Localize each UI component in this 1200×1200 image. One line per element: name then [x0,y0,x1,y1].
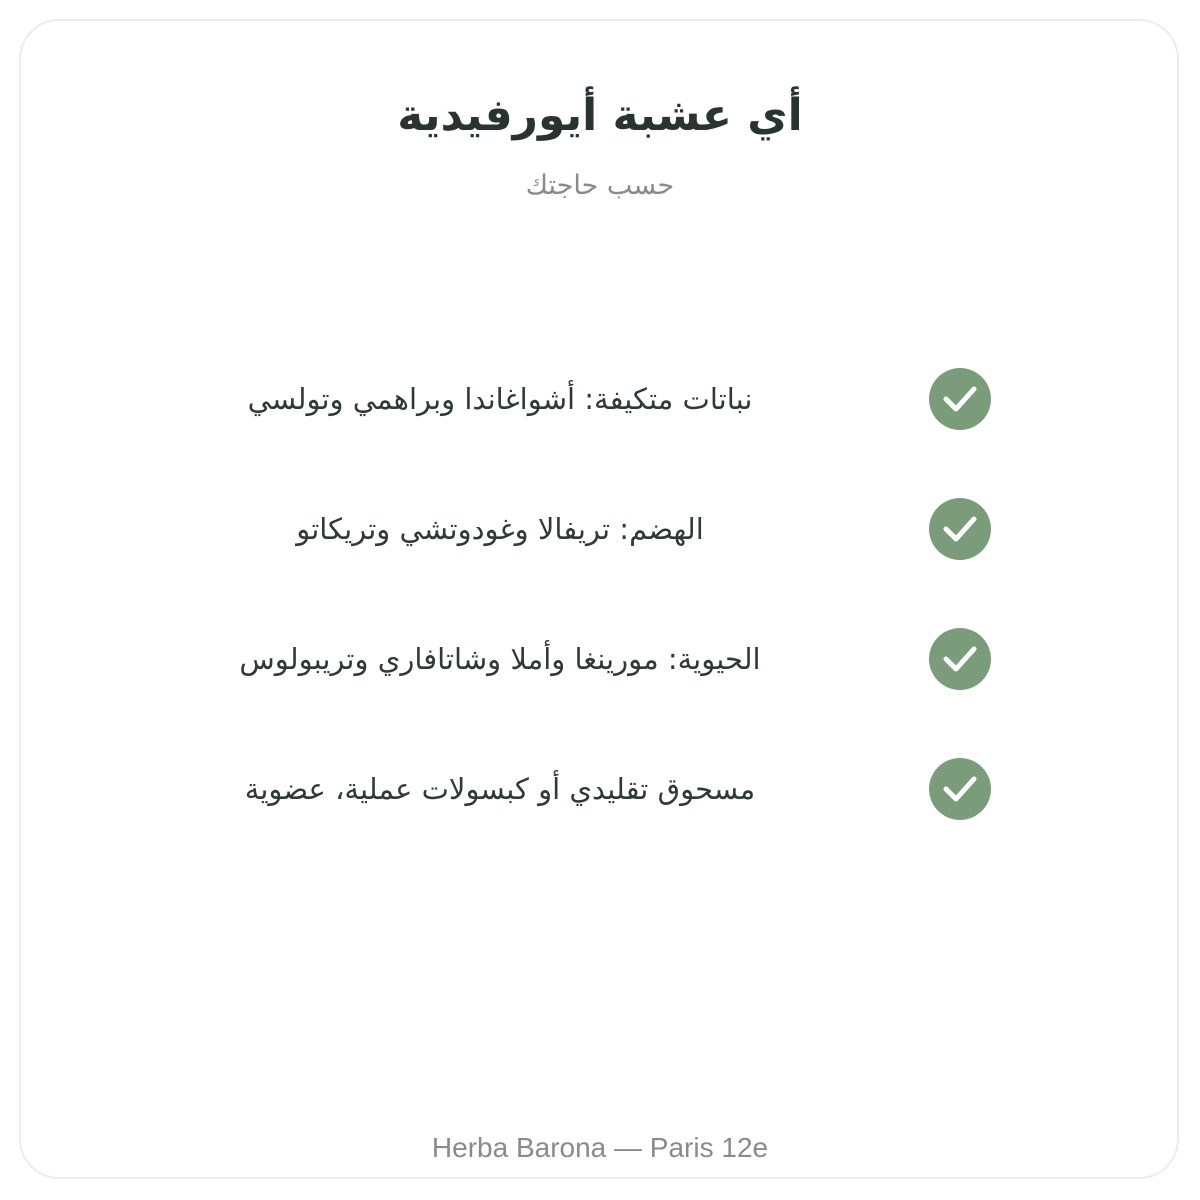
benefit-item [180,627,1020,691]
check-circle-icon [929,368,991,430]
benefit-text: نباتات متكيفة: أشواغاندا وبراهمي وتولسي [247,382,753,416]
check-circle-icon [929,628,991,690]
benefit-item [180,367,1020,431]
benefit-text: الحيوية: مورينغا وأملا وشاتافاري وتريبولوس [239,642,761,676]
benefit-text: مسحوق تقليدي أو كبسولات عملية، عضوية [244,772,756,806]
benefit-item [180,757,1020,821]
page-subtitle: حسب حاجتك [525,170,675,201]
check-circle-icon [929,758,991,820]
check-circle-icon [929,498,991,560]
footer-brand: Herba Barona — Paris 12e [431,1132,769,1163]
page-title: أي عشبة أيورفيدية [397,90,803,141]
benefit-item [180,497,1020,561]
benefit-text: الهضم: تريفالا وغودوتشي وتريكاتو [296,512,704,546]
